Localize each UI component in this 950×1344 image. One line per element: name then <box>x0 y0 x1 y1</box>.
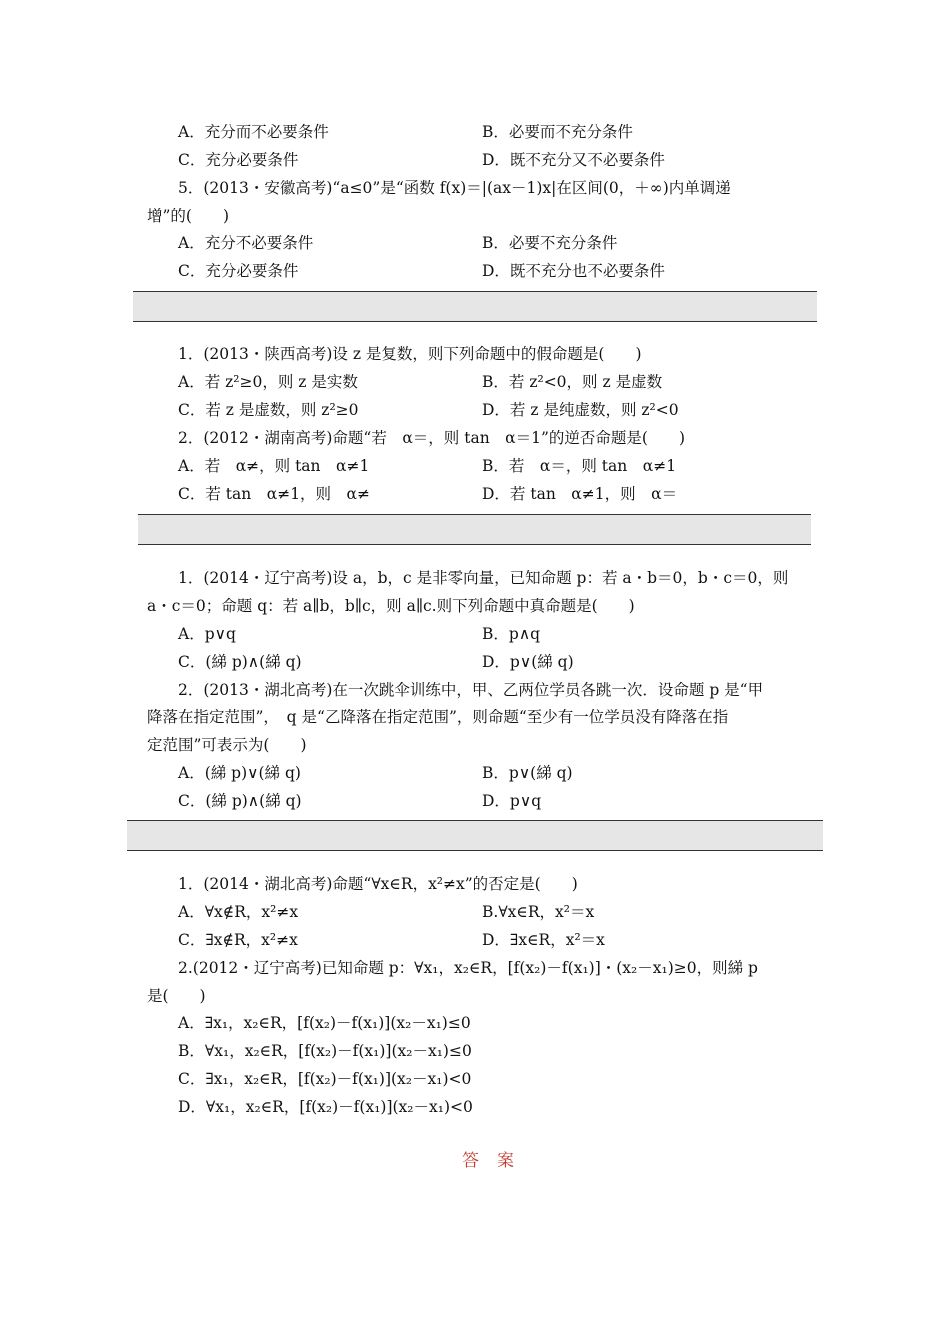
option-d: D．p∨q <box>482 792 542 810</box>
option-b: B．必要而不充分条件 <box>482 123 633 141</box>
answer-heading: 答案 <box>462 1151 532 1171</box>
question-text: 5．(2013・安徽高考)“a≤0”是“函数 f(x)＝|(ax－1)x|在区间(0，＋∞)内单调递 <box>178 179 731 197</box>
option-c: C．若 z 是虚数，则 z²≥0 <box>178 401 359 419</box>
option-d: D．若 z 是纯虚数，则 z²<0 <box>482 401 679 419</box>
question-text: a・c＝0；命题 q：若 a∥b，b∥c，则 a∥c.则下列命题中真命题是( ) <box>147 597 635 615</box>
option-c: C．充分必要条件 <box>178 151 299 169</box>
question-text: 降落在指定范围”， q 是“乙降落在指定范围”，则命题“至少有一位学员没有降落在指 <box>147 708 729 726</box>
option-c: C．若 tan α≠1，则 α≠ <box>178 485 371 503</box>
question-text: 增”的( ) <box>147 207 230 225</box>
option-a: A．若 z²≥0，则 z 是实数 <box>178 373 358 391</box>
question-text: 2.(2012・辽宁高考)已知命题 p：∀x₁，x₂∈R，[f(x₂)－f(x₁)]・(x₂－x₁)≥0，则綈 p <box>178 959 758 977</box>
option-b: B．∀x₁，x₂∈R，[f(x₂)－f(x₁)](x₂－x₁)≤0 <box>178 1042 472 1060</box>
section-band <box>133 291 817 322</box>
question-text: 2．(2012・湖南高考)命题“若 α＝，则 tan α＝1”的逆否命题是( ) <box>178 429 686 447</box>
option-a: A．(綈 p)∨(綈 q) <box>178 764 301 782</box>
option-d: D．若 tan α≠1，则 α＝ <box>482 485 678 503</box>
option-a: A．若 α≠，则 tan α≠1 <box>178 457 370 475</box>
option-a: A．充分而不必要条件 <box>178 123 329 141</box>
question-text: 定范围”可表示为( ) <box>147 736 307 754</box>
option-b: B．p∧q <box>482 625 541 643</box>
option-a: A．∃x₁，x₂∈R，[f(x₂)－f(x₁)](x₂－x₁)≤0 <box>178 1014 471 1032</box>
option-c: C．(綈 p)∧(綈 q) <box>178 792 302 810</box>
option-d: D．既不充分也不必要条件 <box>482 262 665 280</box>
question-text: 1．(2014・湖北高考)命题“∀x∈R，x²≠x”的否定是( ) <box>178 875 578 893</box>
option-d: D．∀x₁，x₂∈R，[f(x₂)－f(x₁)](x₂－x₁)<0 <box>178 1098 473 1116</box>
option-c: C．充分必要条件 <box>178 262 299 280</box>
question-text: 是( ) <box>147 987 206 1005</box>
option-b: B．p∨(綈 q) <box>482 764 573 782</box>
question-text: 1．(2013・陕西高考)设 z 是复数，则下列命题中的假命题是( ) <box>178 345 642 363</box>
option-b: B．必要不充分条件 <box>482 234 618 252</box>
question-text: 1．(2014・辽宁高考)设 a，b，c 是非零向量，已知命题 p：若 a・b＝0，b・c＝0，则 <box>178 569 789 587</box>
option-c: C．∃x∉R，x²≠x <box>178 931 298 949</box>
option-a: A．p∨q <box>178 625 236 643</box>
option-b: B．若 α＝，则 tan α≠1 <box>482 457 677 475</box>
option-b: B.∀x∈R，x²＝x <box>482 903 595 921</box>
question-text: 2．(2013・湖北高考)在一次跳伞训练中，甲、乙两位学员各跳一次．设命题 p 是“甲 <box>178 681 764 699</box>
option-b: B．若 z²<0，则 z 是虚数 <box>482 373 663 391</box>
option-d: D．∃x∈R，x²＝x <box>482 931 605 949</box>
option-a: A．充分不必要条件 <box>178 234 314 252</box>
option-d: D．既不充分又不必要条件 <box>482 151 665 169</box>
option-c: C．(綈 p)∧(綈 q) <box>178 653 302 671</box>
section-band <box>127 820 823 851</box>
option-d: D．p∨(綈 q) <box>482 653 574 671</box>
option-c: C．∃x₁，x₂∈R，[f(x₂)－f(x₁)](x₂－x₁)<0 <box>178 1070 472 1088</box>
section-band <box>138 514 811 545</box>
option-a: A．∀x∉R，x²≠x <box>178 903 299 921</box>
